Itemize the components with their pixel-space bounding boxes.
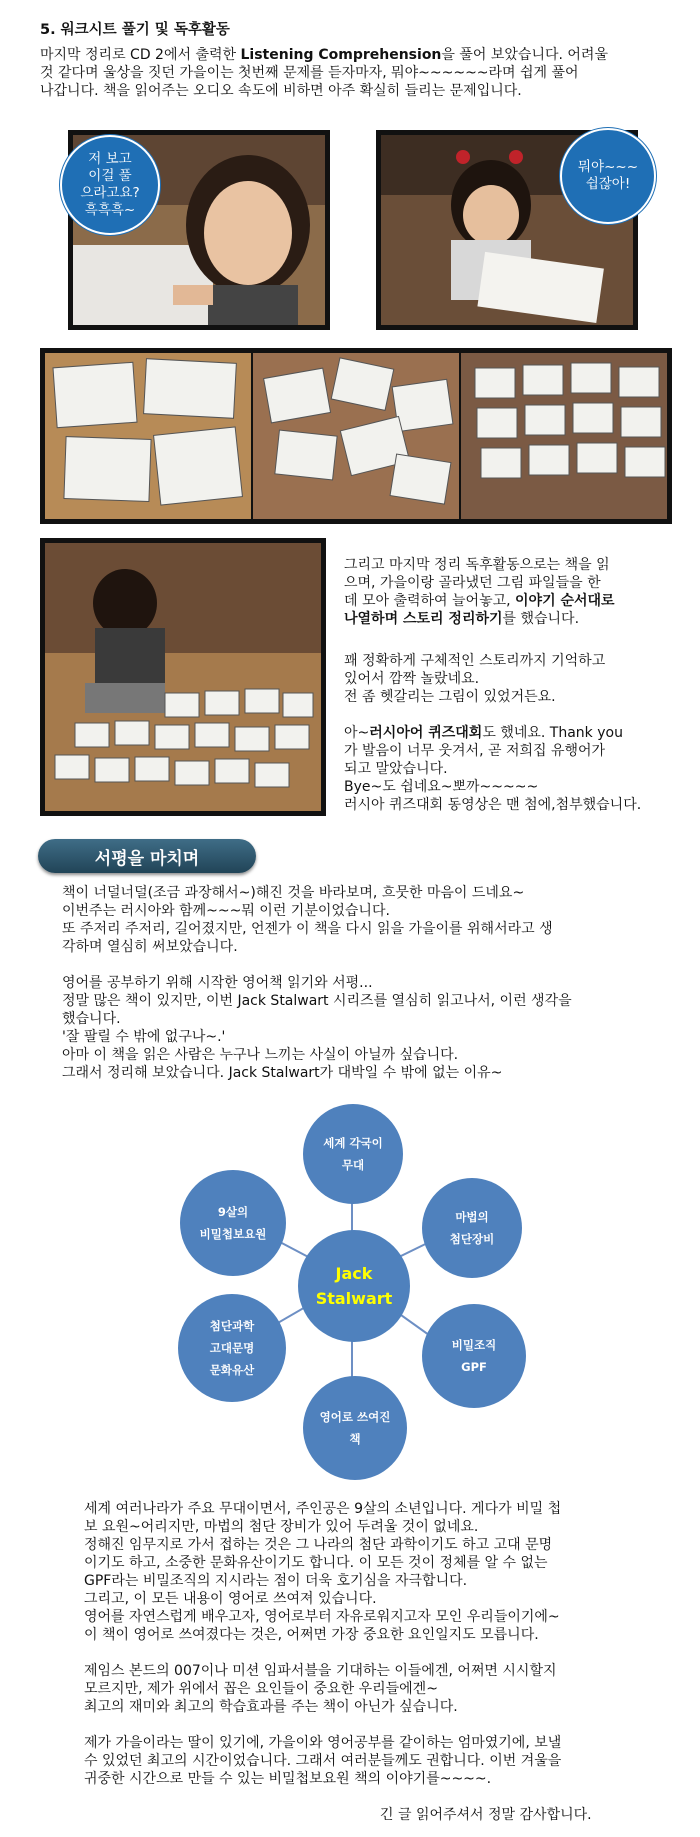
- diagram-node-top: 세계 각국이 무대: [303, 1104, 403, 1204]
- activity-paragraph: [344, 556, 684, 628]
- intro-text-1: 마지막 정리로 CD 2에서 출력한: [40, 47, 241, 63]
- photo-girl-arranging-image: [45, 543, 321, 811]
- quiz-bold: 러시아어 퀴즈대회: [369, 725, 483, 741]
- intro-bold: Listening Comprehension: [240, 47, 442, 63]
- diagram-node-center: Jack Stalwart: [298, 1230, 410, 1342]
- diagram-node-lower-right: 비밀조직 GPF: [422, 1304, 526, 1408]
- activity-text-1: 그리고 마지막 정리 독후활동으로는 책을 읽 으며, 가을이랑 골라냈던 그림 파일들을 한 데 모아 출력하여 늘어놓고,: [344, 557, 610, 609]
- speech-bubble-right: 뭐야~~~ 쉽잖아!: [560, 128, 656, 224]
- activity-text-2: 를 했습니다.: [502, 611, 580, 627]
- intro-paragraph: [40, 46, 680, 100]
- memory-paragraph: 꽤 정확하게 구체적인 스토리까지 기억하고 있어서 깜짝 놀랐네요. 전 좀 헷갈리는 그림이 있었거든요.: [344, 653, 606, 705]
- section-title-pill: 서평을 마치며: [38, 839, 256, 873]
- quiz-text-1: 아~: [344, 725, 370, 741]
- review-paragraph-1: 책이 너덜너덜(조금 과장해서~)해진 것을 바라보며, 흐뭇한 마음이 드네요~ 이번주는 러시아와 함께~~~뭐 이런 기분이었습니다. 또 주저리 주저리, 길어졌지만, 언젠가 이 책을 다시 읽을 가을이를 위해서라고 생 각하며 열심히 써보았습니다.: [62, 885, 553, 955]
- quiz-text-2: 도 했네요. Thank you 가 발음이 너무 웃겨서, 곧 저희집 유행어가 되고 말았습니다. Bye~도 쉽네요~뽀까~~~~~ 러시아 퀴즈대회 동영상은 맨 첨에,첨부했습니다.: [344, 725, 642, 813]
- closing-paragraph-1: 세계 여러나라가 주요 무대이면서, 주인공은 9살의 소년입니다. 게다가 비밀 첩 보 요원~어리지만, 마법의 첨단 장비가 있어 두려울 것이 없네요. 정해진 임무지로 가서 접하는 것은 그 나라의 첨단 과학이기도 하고 고대 문명 이기도 하고, 소중한 문화유산이기도 합니다. 이 모든 것이 정체를 알 수 없는 GPF라는 비밀조직의 지시라는 점이 더욱 호기심을 자극합니다. 그리고, 이 모든 내용이 영어로 쓰여져 있습니다. 영어를 자연스럽게 배우고자, 영어로부터 자유로워지고자 모인 우리들이기에~ 이 책이 영어로 쓰여졌다는 것은, 어쩌면 가장 중요한 요인일지도 모릅니다.: [84, 1501, 562, 1643]
- intro-text-2: 을 풀어 보았습니다. 어려울 것 같다며 울상을 짓던 가을이는 첫번째 문제를 듣자마자, 뭐야~~~~~~라며 쉽게 풀어 나갑니다. 책을 읽어주는 오디오 속도에 비하면 아주 확실히 들리는 문제입니다.: [40, 47, 608, 99]
- diagram-node-lower-left: 첨단과학 고대문명 문화유산: [178, 1294, 286, 1402]
- thanks-line: 긴 글 읽어주셔서 정말 감사합니다.: [380, 1807, 592, 1823]
- section-heading: 5. 워크시트 풀기 및 독후활동: [40, 22, 230, 38]
- closing-paragraph-3: 제가 가을이라는 딸이 있기에, 가을이와 영어공부를 같이하는 엄마였기에, 보낼 수 있었던 최고의 시간이었습니다. 그래서 여러분들께도 권합니다. 이번 겨울을 귀중한 시간으로 만들 수 있는 비밀첩보요원 책의 이야기를~~~~.: [84, 1735, 562, 1787]
- quiz-paragraph: [344, 724, 694, 814]
- closing-paragraph-2: 제임스 본드의 007이나 미션 임파서블을 기대하는 이들에겐, 어쩌면 시시할지 모르지만, 제가 위에서 꼽은 요인들이 중요한 우리들에겐~ 최고의 재미와 최고의 학습효과를 주는 책이 아닌가 싶습니다.: [84, 1663, 557, 1715]
- photo-strip-cards-image: [45, 353, 667, 519]
- activity-bold: 이야기 순서대로 나열하며 스토리 정리하기: [344, 593, 615, 627]
- diagram-node-upper-left: 9살의 비밀첩보요원: [180, 1170, 286, 1276]
- review-paragraph-2: 영어를 공부하기 위해 시작한 영어책 읽기와 서평... 정말 많은 책이 있지만, 이번 Jack Stalwart 시리즈를 열심히 읽고나서, 이런 생각을 했습니다. '잘 팔릴 수 밖에 없구나~.' 아마 이 책을 읽은 사람은 누구나 느끼는 사실이 아닐까 싶습니다. 그래서 정리해 보았습니다. Jack Stalwart가 대박일 수 밖에 없는 이유~: [62, 975, 572, 1081]
- diagram-node-upper-right: 마법의 첨단장비: [422, 1178, 522, 1278]
- photo-girl-arranging-cards: [40, 538, 326, 816]
- photo-strip-cards: [40, 348, 672, 524]
- diagram-node-bottom: 영어로 쓰여진 책: [303, 1376, 407, 1480]
- speech-bubble-left: 저 보고 이걸 풀 으라고요? 흑흑흑~: [60, 135, 160, 235]
